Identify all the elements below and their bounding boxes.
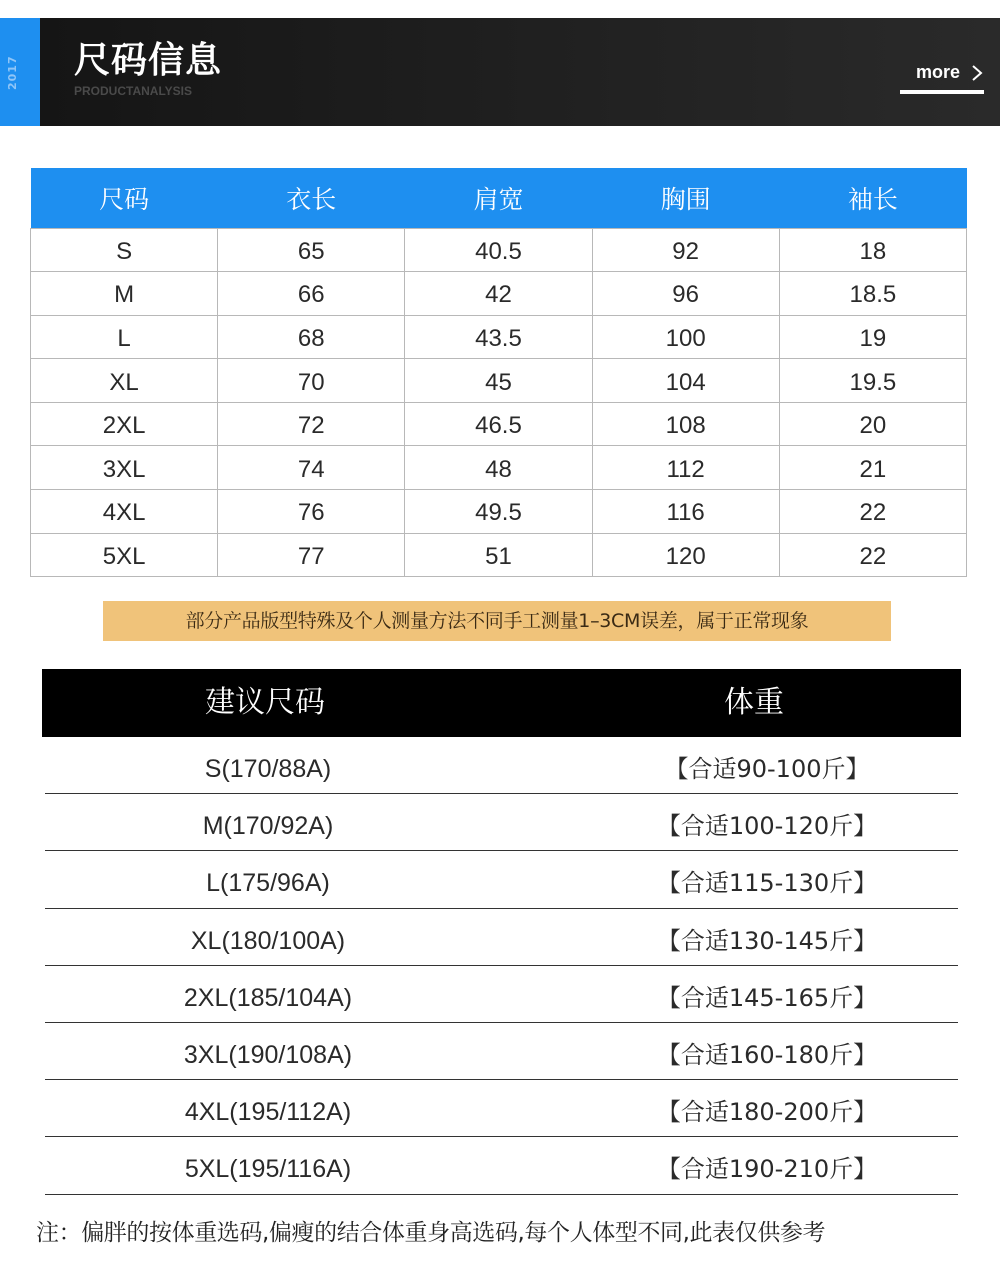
table-row (31, 359, 967, 403)
weight-cell: 【合适190-210斤】 (656, 1155, 878, 1184)
table-cell: 18 (779, 228, 966, 272)
table-cell: 116 (592, 490, 779, 534)
table-row (31, 402, 967, 446)
column-header-length: 衣长 (218, 168, 405, 228)
recommended-size-cell: 4XL(195/112A) (184, 1098, 352, 1127)
column-header-chest: 胸围 (592, 168, 779, 228)
more-link-underline (900, 90, 984, 94)
table-cell: XL (31, 359, 218, 403)
table-cell: 18.5 (779, 272, 966, 316)
table-cell: S (31, 228, 218, 272)
page-title: 尺码信息 (74, 40, 223, 81)
recommended-size-cell: 5XL(195/116A) (184, 1155, 352, 1184)
recommended-size-cell: S(170/88A) (204, 755, 332, 783)
table-cell: 70 (218, 359, 405, 403)
table-cell: 3XL (31, 446, 218, 490)
table-cell: 112 (592, 446, 779, 490)
recommend-table (45, 737, 958, 1195)
table-row (45, 1023, 958, 1080)
table-cell: 43.5 (405, 315, 592, 359)
table-cell: 20 (779, 402, 966, 446)
weight-cell: 【合适130-145斤】 (656, 926, 878, 955)
column-header-sleeve: 袖长 (779, 168, 966, 228)
table-row (45, 794, 958, 851)
table-cell: 2XL (31, 402, 218, 446)
column-header-weight: 体重 (724, 685, 784, 720)
weight-cell: 【合适90-100斤】 (664, 755, 870, 783)
table-cell: 72 (218, 402, 405, 446)
chevron-right-icon (971, 65, 983, 81)
table-cell: 49.5 (405, 490, 592, 534)
table-cell: 40.5 (405, 228, 592, 272)
table-row (45, 851, 958, 908)
size-table-header-row (31, 168, 967, 228)
table-row (31, 446, 967, 490)
table-cell: 19 (779, 315, 966, 359)
table-cell: 48 (405, 446, 592, 490)
weight-cell: 【合适145-165斤】 (656, 983, 878, 1012)
recommended-size-cell: M(170/92A) (202, 812, 334, 841)
table-row (31, 490, 967, 534)
recommended-size-cell: L(175/96A) (206, 869, 330, 898)
table-cell: 5XL (31, 533, 218, 577)
measurement-notice: 部分产品版型特殊及个人测量方法不同手工测量1–3CM误差，属于正常现象 (103, 601, 891, 641)
table-cell: 120 (592, 533, 779, 577)
table-row (45, 966, 958, 1023)
size-table (30, 168, 967, 577)
footnote: 注：偏胖的按体重选码,偏瘦的结合体重身高选码,每个人体型不同,此表仅供参考 (36, 1220, 826, 1246)
table-row (31, 272, 967, 316)
table-cell: 65 (218, 228, 405, 272)
table-row (31, 228, 967, 272)
weight-cell: 【合适100-120斤】 (656, 812, 878, 841)
recommend-table-header (42, 669, 961, 737)
header-banner (0, 18, 1000, 126)
recommended-size-cell: XL(180/100A) (190, 926, 346, 955)
more-link[interactable] (900, 62, 984, 96)
table-cell: 4XL (31, 490, 218, 534)
page-subtitle: PRODUCTANALYSIS (74, 84, 193, 98)
table-row (45, 1137, 958, 1194)
table-cell: 76 (218, 490, 405, 534)
table-cell: 92 (592, 228, 779, 272)
table-cell: 45 (405, 359, 592, 403)
weight-cell: 【合适115-130斤】 (656, 869, 878, 898)
table-cell: 21 (779, 446, 966, 490)
table-cell: 22 (779, 490, 966, 534)
table-cell: 51 (405, 533, 592, 577)
recommended-size-cell: 2XL(185/104A) (183, 983, 353, 1012)
table-row (45, 909, 958, 966)
more-link-label: more (916, 62, 961, 82)
table-cell: 74 (218, 446, 405, 490)
table-cell: 42 (405, 272, 592, 316)
table-cell: 77 (218, 533, 405, 577)
table-cell: 22 (779, 533, 966, 577)
table-row (45, 737, 958, 794)
table-cell: 68 (218, 315, 405, 359)
table-cell: 108 (592, 402, 779, 446)
weight-cell: 【合适160-180斤】 (656, 1040, 878, 1069)
weight-cell: 【合适180-200斤】 (656, 1098, 878, 1127)
table-cell: 66 (218, 272, 405, 316)
table-cell: 100 (592, 315, 779, 359)
table-row (31, 533, 967, 577)
table-cell: 104 (592, 359, 779, 403)
recommended-size-cell: 3XL(190/108A) (183, 1040, 353, 1069)
column-header-shoulder: 肩宽 (405, 168, 592, 228)
table-cell: M (31, 272, 218, 316)
banner-year: 2017 (6, 55, 19, 91)
table-row (45, 1080, 958, 1137)
column-header-size: 尺码 (31, 168, 218, 228)
banner-accent-bar (0, 18, 40, 126)
table-cell: 96 (592, 272, 779, 316)
table-cell: L (31, 315, 218, 359)
table-cell: 19.5 (779, 359, 966, 403)
table-cell: 46.5 (405, 402, 592, 446)
table-row (31, 315, 967, 359)
column-header-recommended-size: 建议尺码 (205, 685, 325, 720)
